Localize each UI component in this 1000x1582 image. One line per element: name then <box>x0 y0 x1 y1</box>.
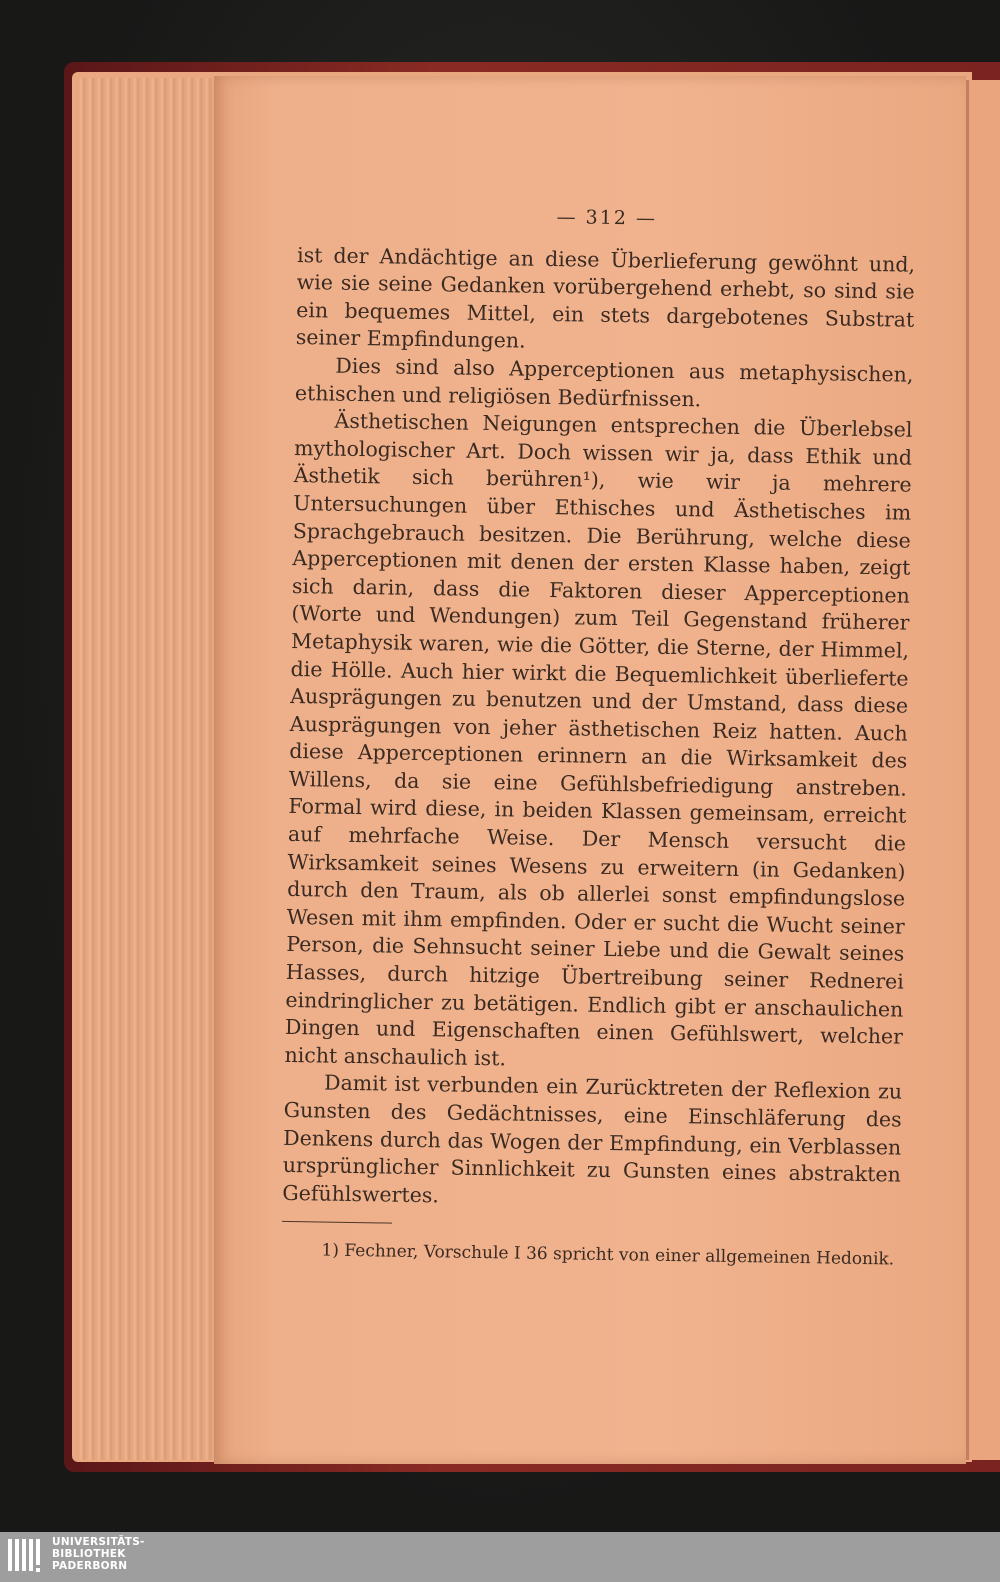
logo-line: UNIVERSITÄTS- <box>52 1536 145 1548</box>
library-logo-icon <box>6 1537 48 1577</box>
page-text <box>281 200 916 1272</box>
paragraph: ist der Andächtige an diese Überlieferung gewöhnt und, wie sie seine Gedanken vorübergehend erhebt, so sind sie ein bequemes Mittel, ein stets dargebotenes Substrat seiner Empfindungen. <box>295 242 916 353</box>
facing-page-edge <box>966 80 1000 1460</box>
footnote-divider <box>282 1221 392 1224</box>
library-logo-text <box>52 1536 145 1572</box>
footnote: 1) Fechner, Vorschule I 36 spricht von einer allgemeinen Hedonik. <box>321 1240 895 1270</box>
paragraph: Dies sind also Apperceptionen aus metaphysischen, ethischen und religiösen Bedürfnissen. <box>294 353 914 411</box>
logo-line: PADERBORN <box>52 1560 128 1572</box>
page-edges <box>78 78 214 1460</box>
page-number: — 312 — <box>556 206 658 230</box>
library-footer-bar <box>0 1532 1000 1582</box>
logo-line: BIBLIOTHEK <box>52 1548 126 1560</box>
paragraph: Damit ist verbunden ein Zurücktreten der Reflexion zu Gunsten des Gedächtnisses, eine Einschläferung des Denkens durch das Wogen der Empfindung, ein Verblassen ursprünglicher Sinnlichkeit zu Gunsten eines abstrakten Gefühlswertes. <box>282 1070 903 1208</box>
paragraph: Ästhetischen Neigungen entsprechen die Überlebsel mythologischer Art. Doch wissen wir ja, dass Ethik und Ästhetik sich berühren¹), wie wir ja mehrere Untersuchungen über Ethisches und Ästhetisches im Sprachgebrauch besitzen. Die Berührung, welche diese Apperceptionen mit denen der ersten Klasse haben, zeigt sich darin, dass die Faktoren dieser Apperceptionen (Worte und Wendungen) zum Teil Gegenstand früherer Metaphysik waren, wie die Götter, die Sterne, der Himmel, die Hölle. Auch hier wirkt die Bequemlichkeit überlieferte Ausprägungen zu benutzen und der Umstand, dass diese Ausprägungen von jeher ästhetischen Reiz hatten. Auch diese Apperceptionen erinnern an die Wirksamkeit des Willens, da sie eine Gefühlsbefriedigung anstreben. Formal wird diese, in beiden Klassen gemeinsam, erreicht auf mehrfache Weise. Der Mensch versucht die Wirksamkeit seines Wesens zu erweitern (in Gedanken) durch den Traum, als ob allerlei sonst empfindungslose Wesen mit ihm empfinden. Oder er sucht die Wucht seiner Person, die Sehnsucht seiner Liebe und die Gewalt seines Hasses, durch hitzige Übertreibung seiner Rednerei eindringlicher zu betätigen. Endlich gibt er anschaulichen Dingen und Eigenschaften einen Gefühlswert, welcher nicht anschaulich ist. <box>284 408 913 1071</box>
